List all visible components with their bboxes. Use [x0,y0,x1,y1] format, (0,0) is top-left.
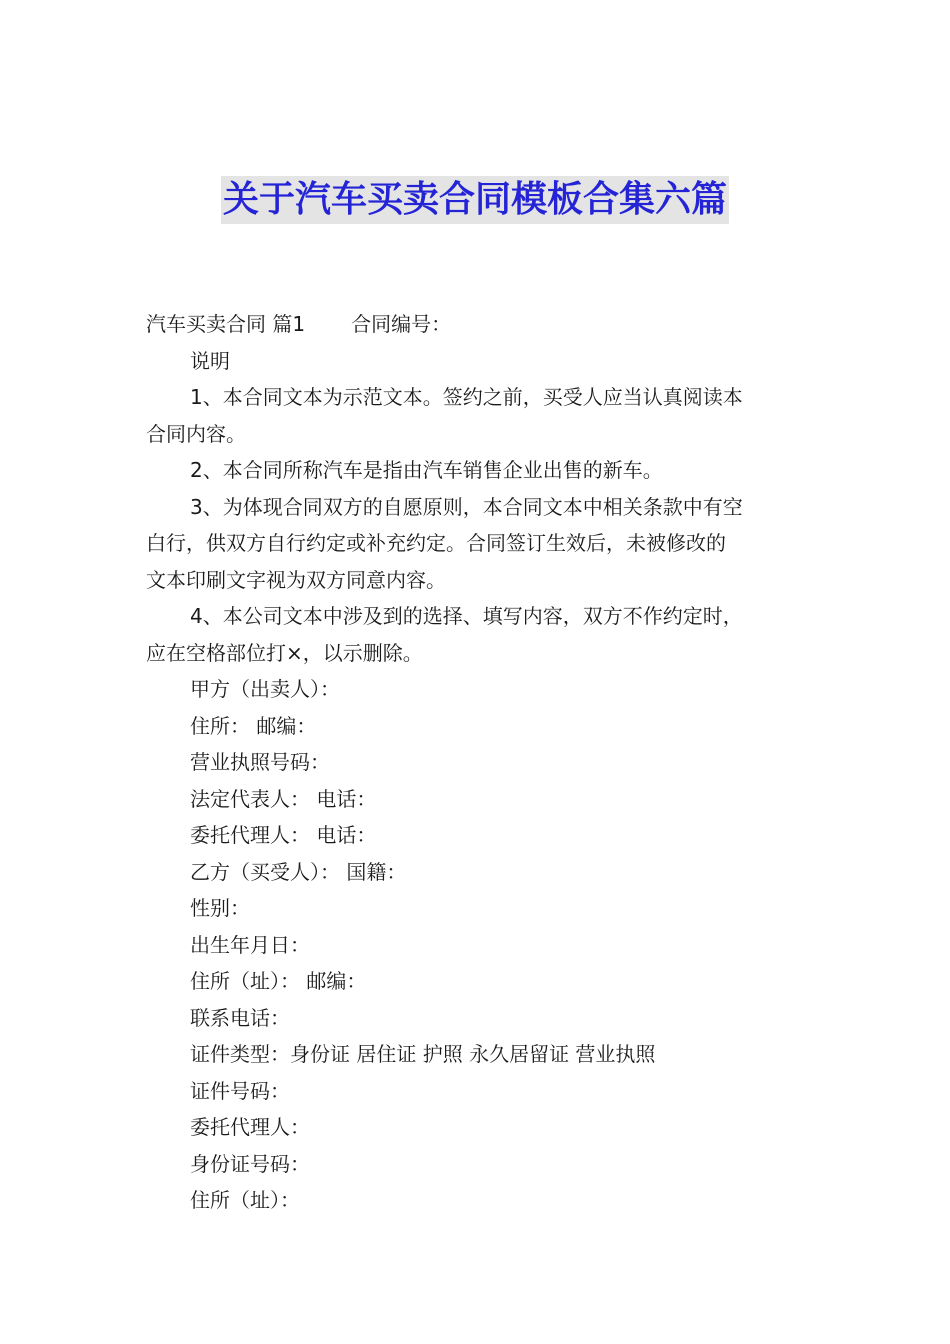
field-id-type: 证件类型：身份证 居住证 护照 永久居留证 营业执照 [190,1042,656,1066]
field-seller: 甲方（出卖人）： [190,677,340,701]
document-body [146,306,806,1219]
note-line: 白行，供双方自行约定或补充约定。合同签订生效后，未被修改的 [146,531,726,555]
contract-number-label: 合同编号： [351,312,452,336]
field-id-number: 证件号码： [190,1078,290,1103]
section-title: 汽车买卖合同 篇1 [146,312,306,336]
title-container [0,176,950,224]
note-line: 1、本合同文本为示范文本。签约之前，买受人应当认真阅读本 [190,385,743,409]
section-header [146,306,806,343]
field-agent-address: 住所（址）： [190,1188,300,1212]
note-line: 文本印刷文字视为双方同意内容。 [146,567,446,592]
field-buyer: 乙方（买受人）： 国籍： [190,859,407,884]
field-birth-date: 出生年月日： [190,932,310,957]
note-line: 合同内容。 [146,421,246,446]
field-gender: 性别： [190,896,250,920]
note-item [146,489,806,599]
field-buyer-address: 住所（址）： 邮编： [190,969,367,993]
note-line: 4、本公司文本中涉及到的选择、填写内容，双方不作约定时， [190,604,743,628]
field-buyer-agent: 委托代理人： [190,1115,310,1139]
document-title: 关于汽车买卖合同模板合集六篇 [221,176,729,224]
field-seller-agent: 委托代理人： 电话： [190,823,377,847]
note-item [146,598,806,671]
note-line: 3、为体现合同双方的自愿原则，本合同文本中相关条款中有空 [190,494,743,519]
field-agent-id-number: 身份证号码： [190,1151,310,1176]
note-item [146,452,806,489]
field-legal-representative: 法定代表人： 电话： [190,786,377,811]
field-phone: 联系电话： [190,1005,290,1030]
field-business-license: 营业执照号码： [190,750,330,774]
note-item [146,379,806,452]
field-seller-address: 住所： 邮编： [190,713,317,738]
note-line: 2、本合同所称汽车是指由汽车销售企业出售的新车。 [190,458,663,482]
notes-heading: 说明 [190,348,230,373]
note-line: 应在空格部位打×，以示删除。 [146,640,423,665]
